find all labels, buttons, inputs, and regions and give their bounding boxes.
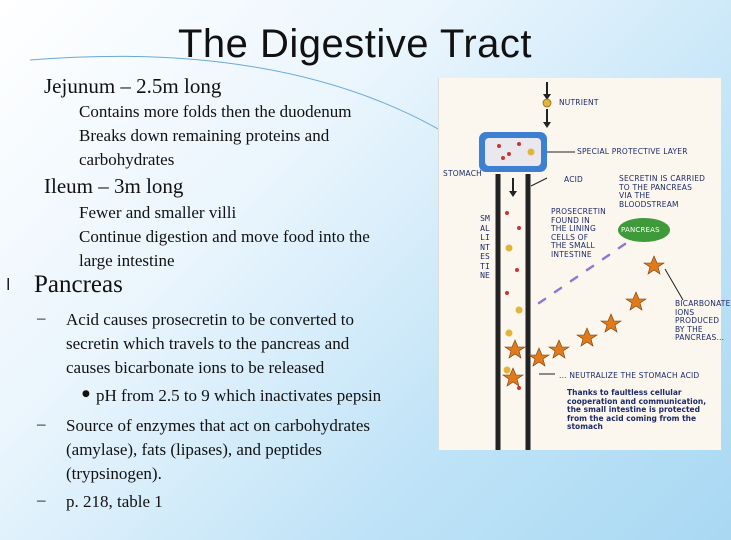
label-prosecretin-6: INTESTINE	[551, 249, 592, 259]
label-neutralize: ... NEUTRALIZE THE STOMACH ACID	[559, 371, 700, 380]
label-bicarbonate-3: PRODUCED	[675, 316, 720, 325]
pancreas-item1-line1: Acid causes prosecretin to be converted to	[66, 310, 354, 329]
label-prosecretin-5: THE SMALL	[551, 241, 595, 250]
jejunum-point-3: carbohydrates	[79, 150, 175, 169]
ileum-point-3: large intestine	[79, 251, 175, 270]
bullet-l-icon: l	[6, 275, 11, 294]
label-bicarbonate-4: BY THE	[675, 324, 703, 334]
label-prosecretin-2: FOUND IN	[551, 215, 590, 225]
caption-line-3: the small intestine is protected	[567, 405, 700, 414]
label-bicarbonate-5: PANCREAS...	[675, 333, 725, 342]
label-bicarbonate-1: BICARBONATE	[675, 299, 731, 308]
pancreas-item2-line1: Source of enzymes that act on carbohydrates	[66, 416, 370, 435]
label-secretin-4: BLOODSTREAM	[619, 199, 679, 209]
pancreas-item2-line2: (amylase), fats (lipases), and peptides	[66, 440, 322, 459]
secretin-diagram	[438, 78, 731, 450]
label-prosecretin-4: CELLS OF	[551, 232, 589, 242]
ileum-point-1: Fewer and smaller villi	[79, 203, 237, 222]
label-acid: ACID	[564, 175, 584, 184]
jejunum-point-1: Contains more folds then the duodenum	[79, 102, 352, 121]
dash-bullet: –	[37, 490, 46, 509]
pancreas-item1-line2: secretin which travels to the pancreas and	[66, 334, 350, 353]
label-pancreas: PANCREAS	[621, 226, 660, 234]
label-nutrient: NUTRIENT	[559, 98, 599, 107]
pancreas-item2-line3: (trypsinogen).	[66, 464, 162, 483]
jejunum-heading: Jejunum – 2.5m long	[44, 74, 222, 98]
label-prosecretin-3: THE LINING	[551, 224, 596, 233]
caption-line-4: from the acid coming from the	[567, 413, 697, 423]
label-secretin-2: TO THE PANCREAS	[619, 182, 693, 192]
jejunum-point-2: Breaks down remaining proteins and	[79, 126, 330, 145]
caption-line-1: Thanks to faultless cellular	[567, 388, 682, 397]
label-stomach: STOMACH	[443, 169, 482, 178]
label-protective-layer: SPECIAL PROTECTIVE LAYER	[577, 147, 688, 156]
pancreas-heading: Pancreas	[34, 271, 123, 298]
dash-bullet: –	[37, 414, 46, 433]
slide-title: The Digestive Tract	[177, 22, 533, 66]
label-secretin-3: VIA THE	[619, 191, 651, 200]
caption-line-5: stomach	[567, 422, 603, 431]
label-bicarbonate-2: IONS	[675, 307, 695, 317]
label-secretin-1: SECRETIN IS CARRIED	[619, 174, 706, 183]
small-bullet-icon: ●	[82, 389, 90, 399]
label-prosecretin-1: PROSECRETIN	[551, 207, 606, 216]
dash-bullet: –	[37, 308, 46, 327]
ileum-heading: Ileum – 3m long	[44, 174, 184, 198]
pancreas-item3: p. 218, table 1	[66, 492, 163, 511]
ileum-point-2: Continue digestion and move food into the	[79, 227, 370, 246]
label-small-intestine: SMALLINTESTINE	[480, 214, 490, 280]
caption-line-2: cooperation and communication,	[567, 396, 707, 406]
pancreas-item1-line3: causes bicarbonate ions to be released	[66, 358, 325, 377]
pancreas-item1-sub: pH from 2.5 to 9 which inactivates pepsin	[96, 386, 382, 405]
